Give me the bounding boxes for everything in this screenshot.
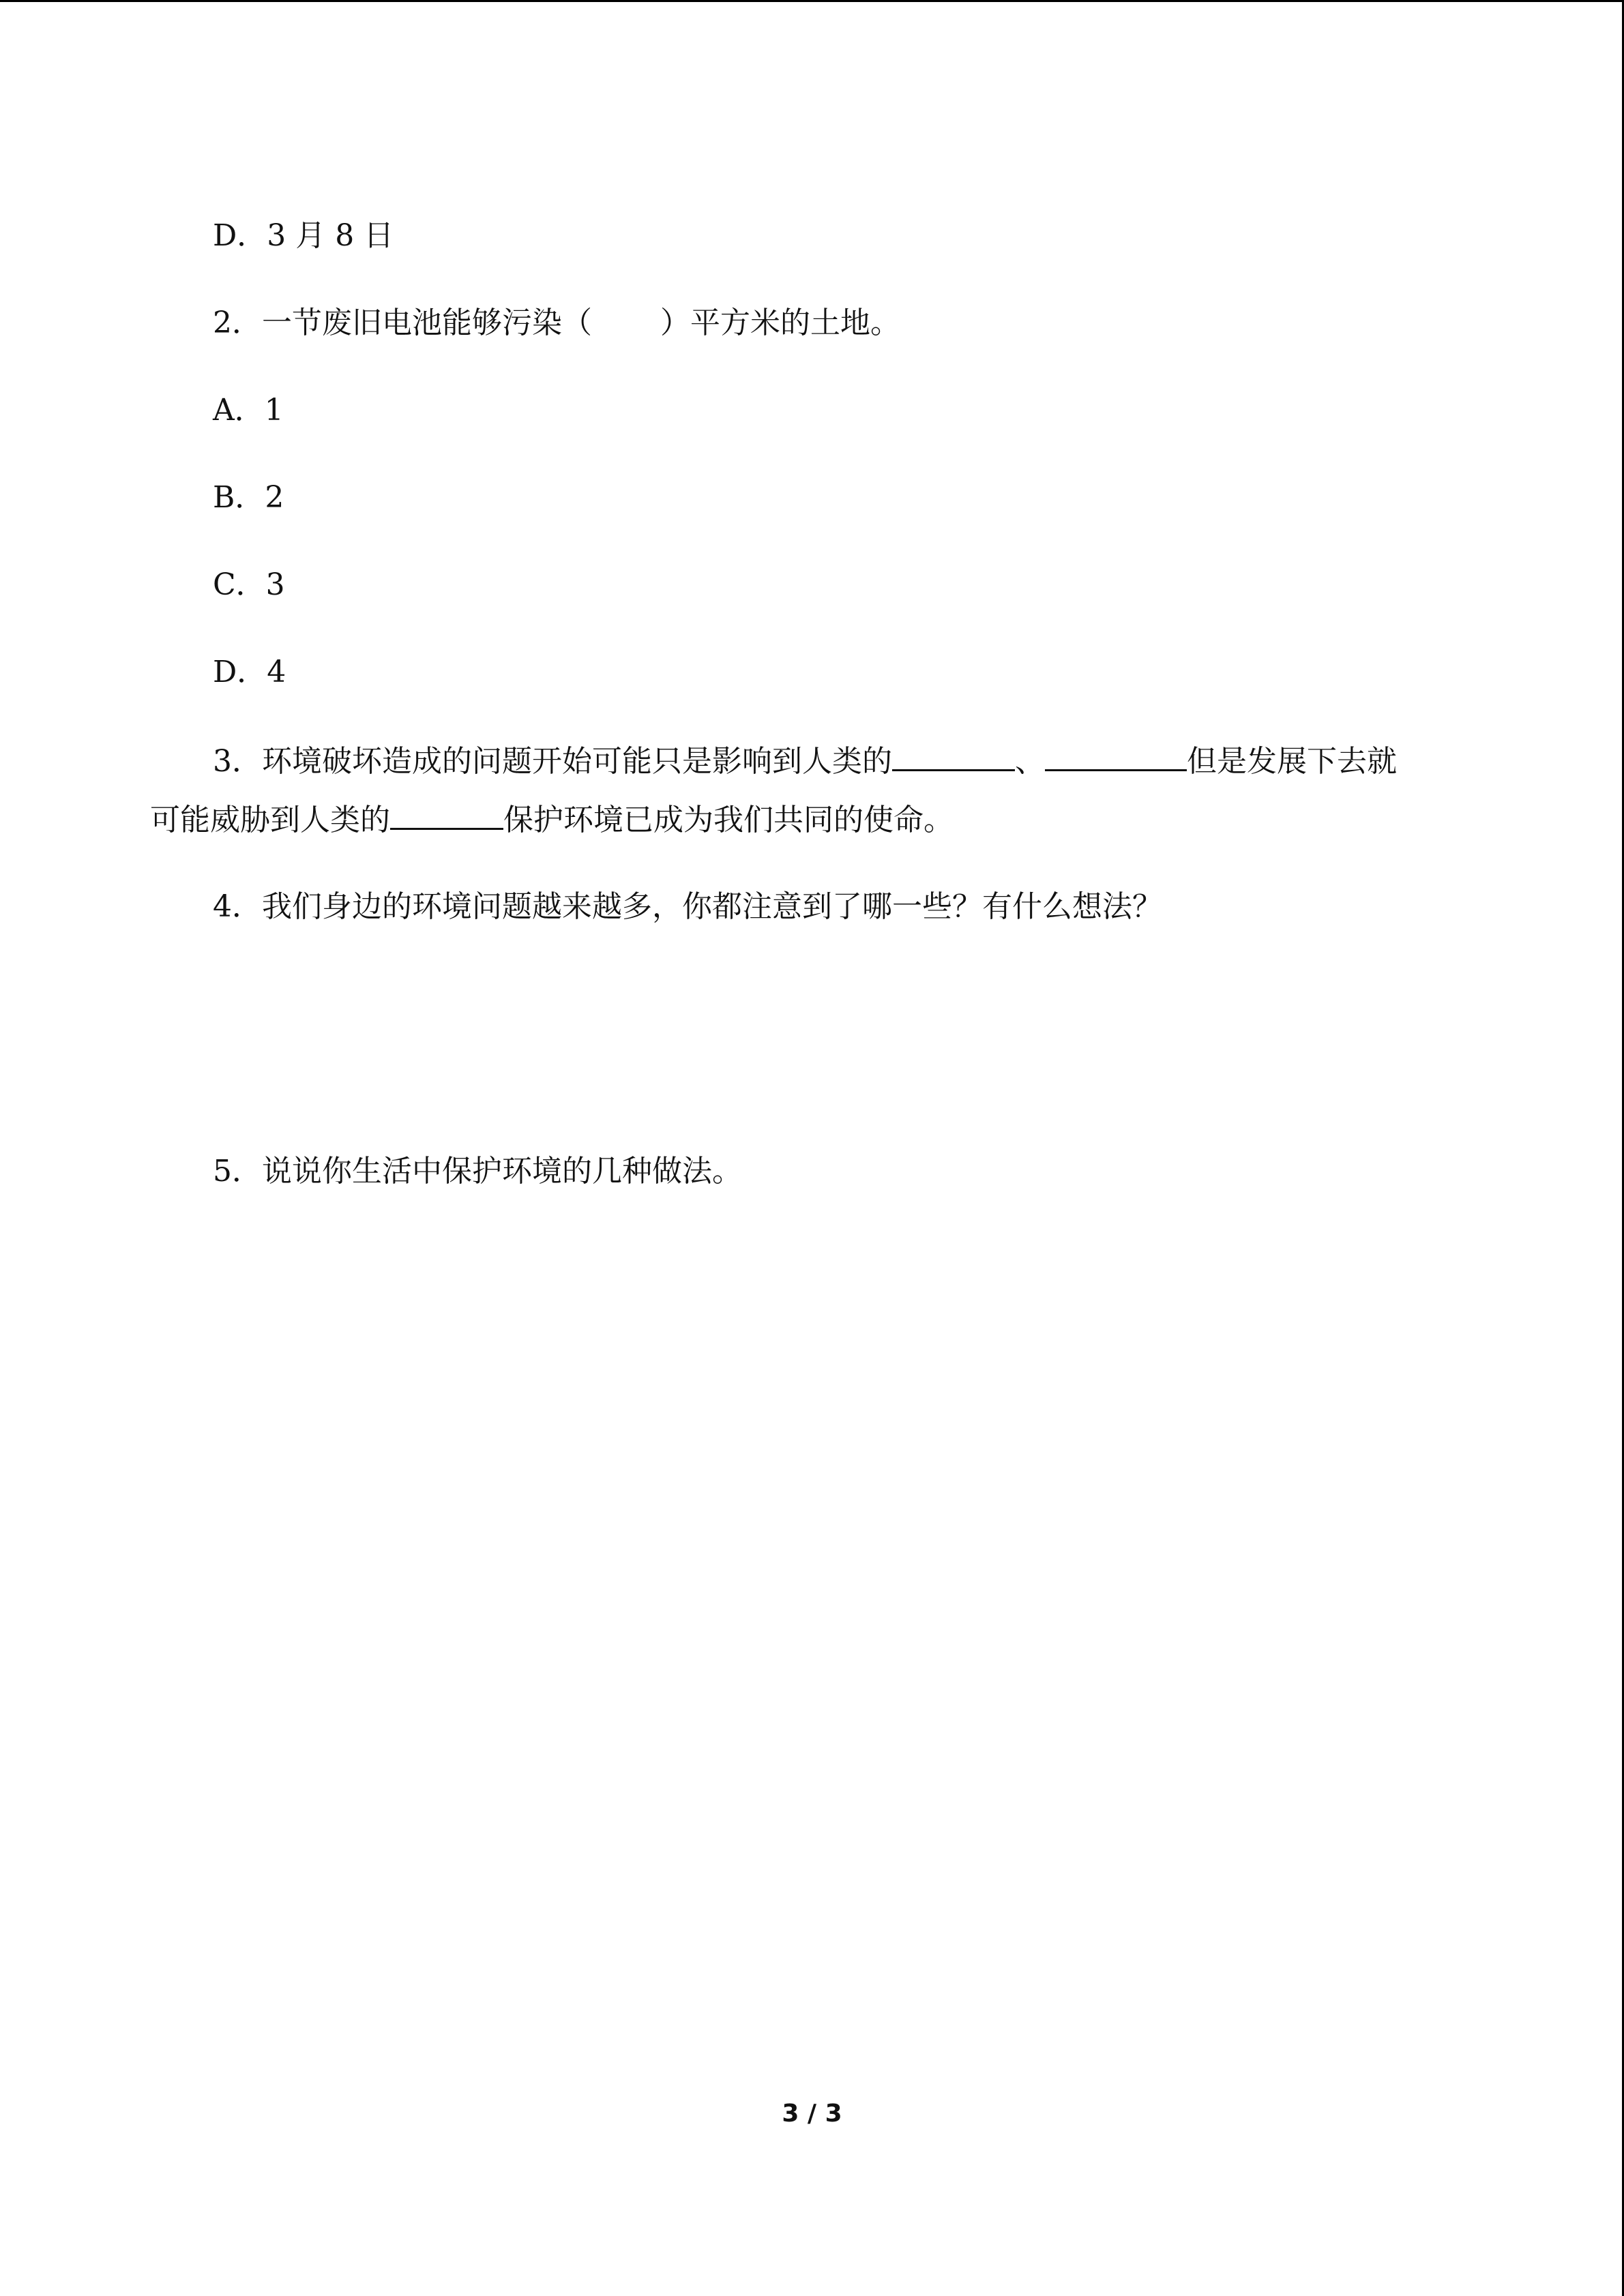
q3-separator: 、 — [1015, 744, 1045, 779]
q3-line-2 — [150, 798, 954, 841]
q2-option-b: B．2 — [213, 480, 284, 515]
q3-blank-3 — [390, 798, 503, 830]
q4-stem: 4．我们身边的环境问题越来越多，你都注意到了哪一些？有什么想法？ — [213, 889, 1162, 924]
q3-part3: 可能威胁到人类的 — [150, 803, 390, 837]
q3-part4: 保护环境已成为我们共同的使命。 — [503, 803, 954, 837]
q2-option-a: A．1 — [213, 393, 284, 428]
q3-part2: 但是发展下去就 — [1187, 744, 1397, 779]
q2-stem-after: ）平方米的土地。 — [660, 305, 900, 340]
q2-stem — [213, 303, 900, 344]
q2-option-c: C．3 — [213, 567, 285, 602]
q5-stem: 5．说说你生活中保护环境的几种做法。 — [213, 1154, 742, 1189]
q3-blank-1 — [892, 739, 1015, 771]
page-number: 3 / 3 — [782, 2100, 842, 2128]
q1-option-d: D．3 月 8 日 — [213, 218, 394, 253]
q3-part1: 3．环境破坏造成的问题开始可能只是影响到人类的 — [213, 744, 892, 779]
q3-blank-2 — [1045, 739, 1187, 771]
q2-option-d: D．4 — [213, 655, 286, 689]
q2-stem-before: 2．一节废旧电池能够污染（ — [213, 305, 592, 340]
q3-line-1 — [213, 739, 1397, 782]
page-top-border — [0, 0, 1624, 2]
